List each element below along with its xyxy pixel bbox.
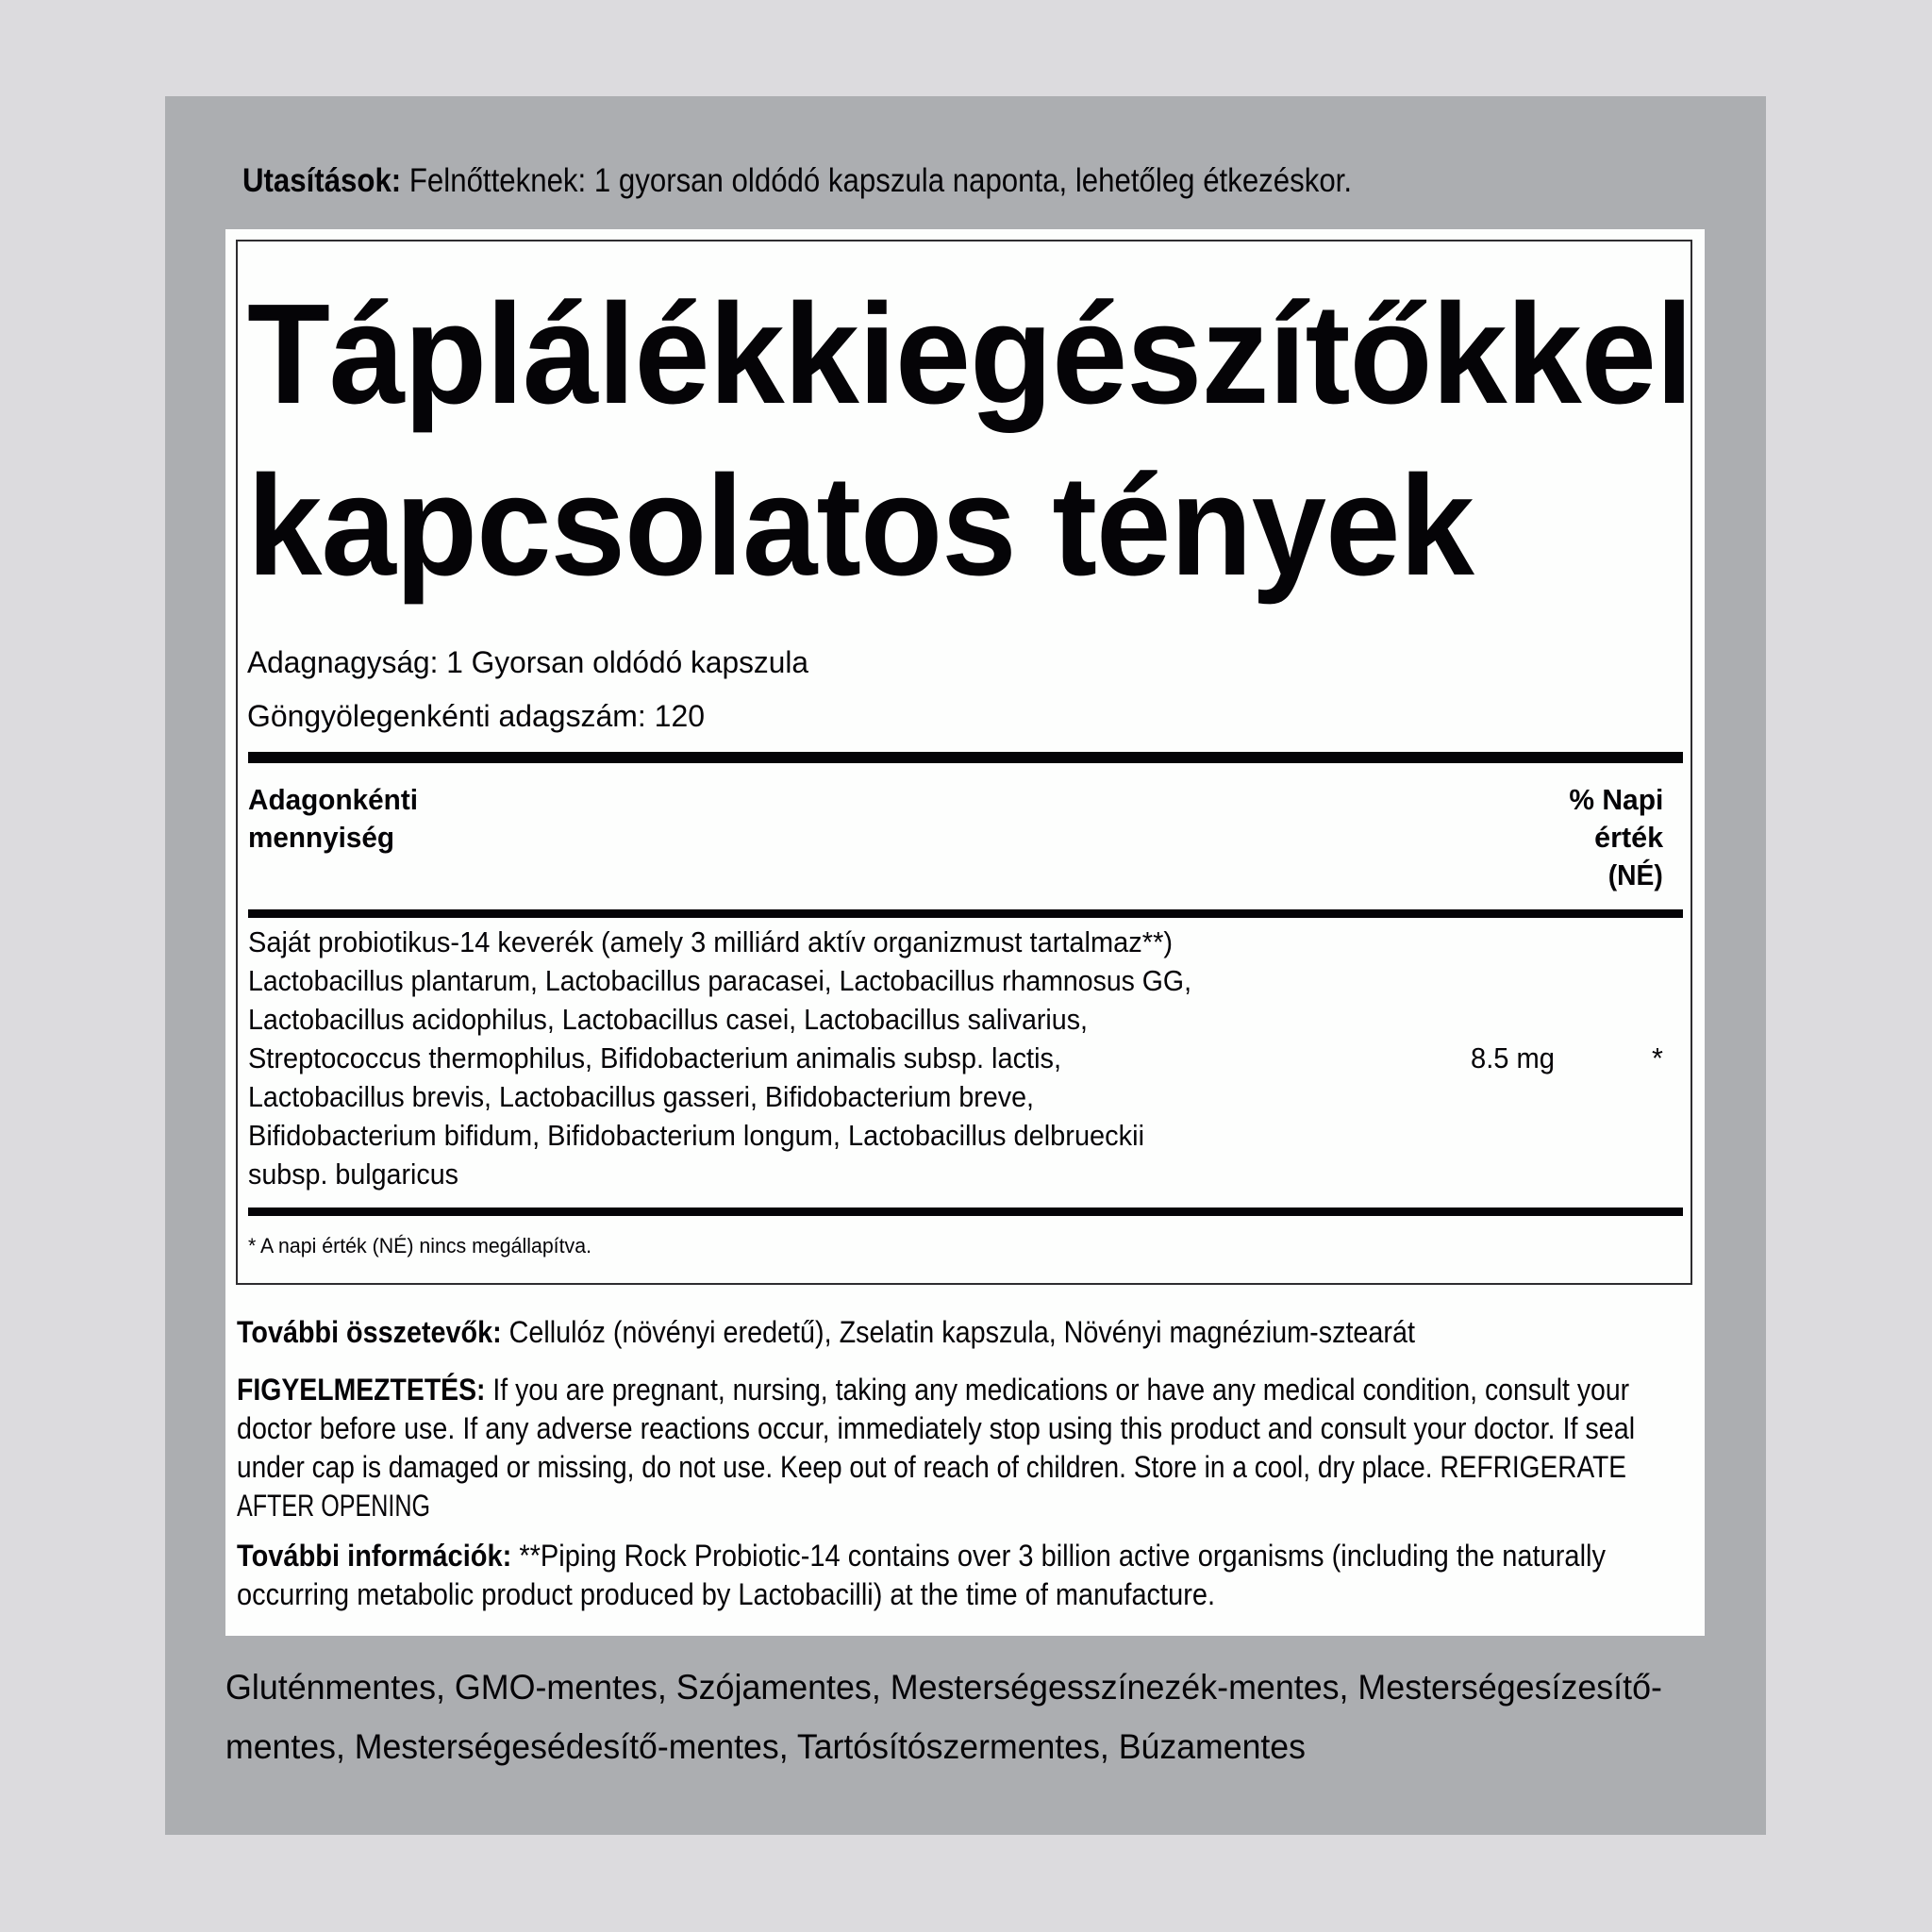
servings-per-container-text: Göngyölegenkénti adagszám: 120 [247, 699, 705, 733]
servings-per-container [247, 698, 706, 734]
ingredient-line: Streptococcus thermophilus, Bifidobacterium animalis subsp. lactis, [248, 1042, 1062, 1074]
header-right-line-1: % Napi [1568, 783, 1663, 816]
ingredient-amount-text: 8.5 mg [1471, 1042, 1555, 1074]
ingredient-line: Lactobacillus plantarum, Lactobacillus paracasei, Lactobacillus rhamnosus GG, [248, 965, 1191, 997]
directions [242, 162, 1487, 200]
more-info-text: **Piping Rock Probiotic-14 contains over 3 billion active organisms (including the naturally [511, 1539, 1606, 1573]
warning-line: doctor before use. If any adverse reactions occur, immediately stop using this product and consult your doctor. If seal [237, 1411, 1636, 1445]
more-info-line-1 [237, 1537, 1606, 1575]
warning-label: FIGYELMEZTETÉS: [237, 1373, 486, 1407]
warning-text: If you are pregnant, nursing, taking any medications or have any medical condition, consult your [485, 1373, 1630, 1407]
ingredient-daily-value [1652, 1040, 1663, 1078]
ingredient-line: Lactobacillus brevis, Lactobacillus gasseri, Bifidobacterium breve, [248, 1081, 1034, 1113]
serving-size [247, 644, 814, 680]
header-amount-per-serving [248, 781, 425, 857]
directions-text-wrap [242, 162, 1352, 200]
warning-line-1 [237, 1371, 1629, 1409]
ingredient-daily-value-text: * [1652, 1042, 1663, 1074]
warning-line: under cap is damaged or missing, do not use. Keep out of reach of children. Store in a cool, dry place. REFRIGERATE [237, 1450, 1627, 1484]
free-from-claims [225, 1657, 1709, 1776]
free-from-line: Gluténmentes, GMO-mentes, Szójamentes, Mesterségesszínezék-mentes, Mesterségesízesítő- [225, 1668, 1662, 1707]
directions-text: Felnőtteknek: 1 gyorsan oldódó kapszula naponta, lehetőleg étkezéskor. [401, 162, 1353, 199]
facts-title-line-2-text: kapcsolatos tények [247, 445, 1474, 605]
thick-rule-top [248, 752, 1683, 763]
directions-label: Utasítások: [242, 162, 402, 199]
footnote-text: * A napi érték (NÉ) nincs megállapítva. [248, 1234, 592, 1257]
ingredient-line: Bifidobacterium bifidum, Bifidobacterium longum, Lactobacillus delbrueckii [248, 1120, 1145, 1152]
facts-title-line-1-text: Táplálékkiegészítőkkel [247, 274, 1693, 433]
more-info-label: További információk: [237, 1539, 512, 1573]
ingredient-line: Saját probiotikus-14 keverék (amely 3 milliárd aktív organizmust tartalmaz**) [248, 926, 1174, 958]
ingredient-amount [1471, 1040, 1558, 1078]
warning-line: AFTER OPENING [237, 1489, 431, 1523]
more-info-line: occurring metabolic product produced by Lactobacilli) at the time of manufacture. [237, 1577, 1216, 1611]
warning [237, 1371, 1820, 1525]
thick-rule-bottom [248, 1208, 1683, 1216]
other-ingredients-text-wrap [237, 1313, 1415, 1352]
header-daily-value [1566, 781, 1663, 894]
other-ingredients-label: További összetevők: [237, 1315, 502, 1349]
header-right-line-2: érték [1594, 821, 1663, 854]
facts-title-line-2 [247, 445, 1544, 605]
header-left-line-1: Adagonkénti [248, 783, 418, 816]
other-ingredients-text: Cellulóz (növényi eredetű), Zselatin kapszula, Növényi magnézium-sztearát [501, 1315, 1415, 1349]
ingredient-line: Lactobacillus acidophilus, Lactobacillus casei, Lactobacillus salivarius, [248, 1004, 1089, 1036]
ingredient-line: subsp. bulgaricus [248, 1158, 458, 1191]
footnote [248, 1232, 602, 1260]
other-ingredients [237, 1313, 1548, 1352]
more-info [237, 1537, 1746, 1614]
ingredient-blend [248, 924, 1258, 1194]
serving-size-text: Adagnagyság: 1 Gyorsan oldódó kapszula [247, 645, 808, 679]
thick-rule-header [248, 909, 1683, 918]
free-from-line: mentes, Mesterségesédesítő-mentes, Tartósítószermentes, Búzamentes [225, 1727, 1306, 1766]
header-left-line-2: mennyiség [248, 821, 395, 854]
facts-title-line-1 [247, 274, 1762, 433]
header-right-line-3: (NÉ) [1607, 858, 1663, 891]
